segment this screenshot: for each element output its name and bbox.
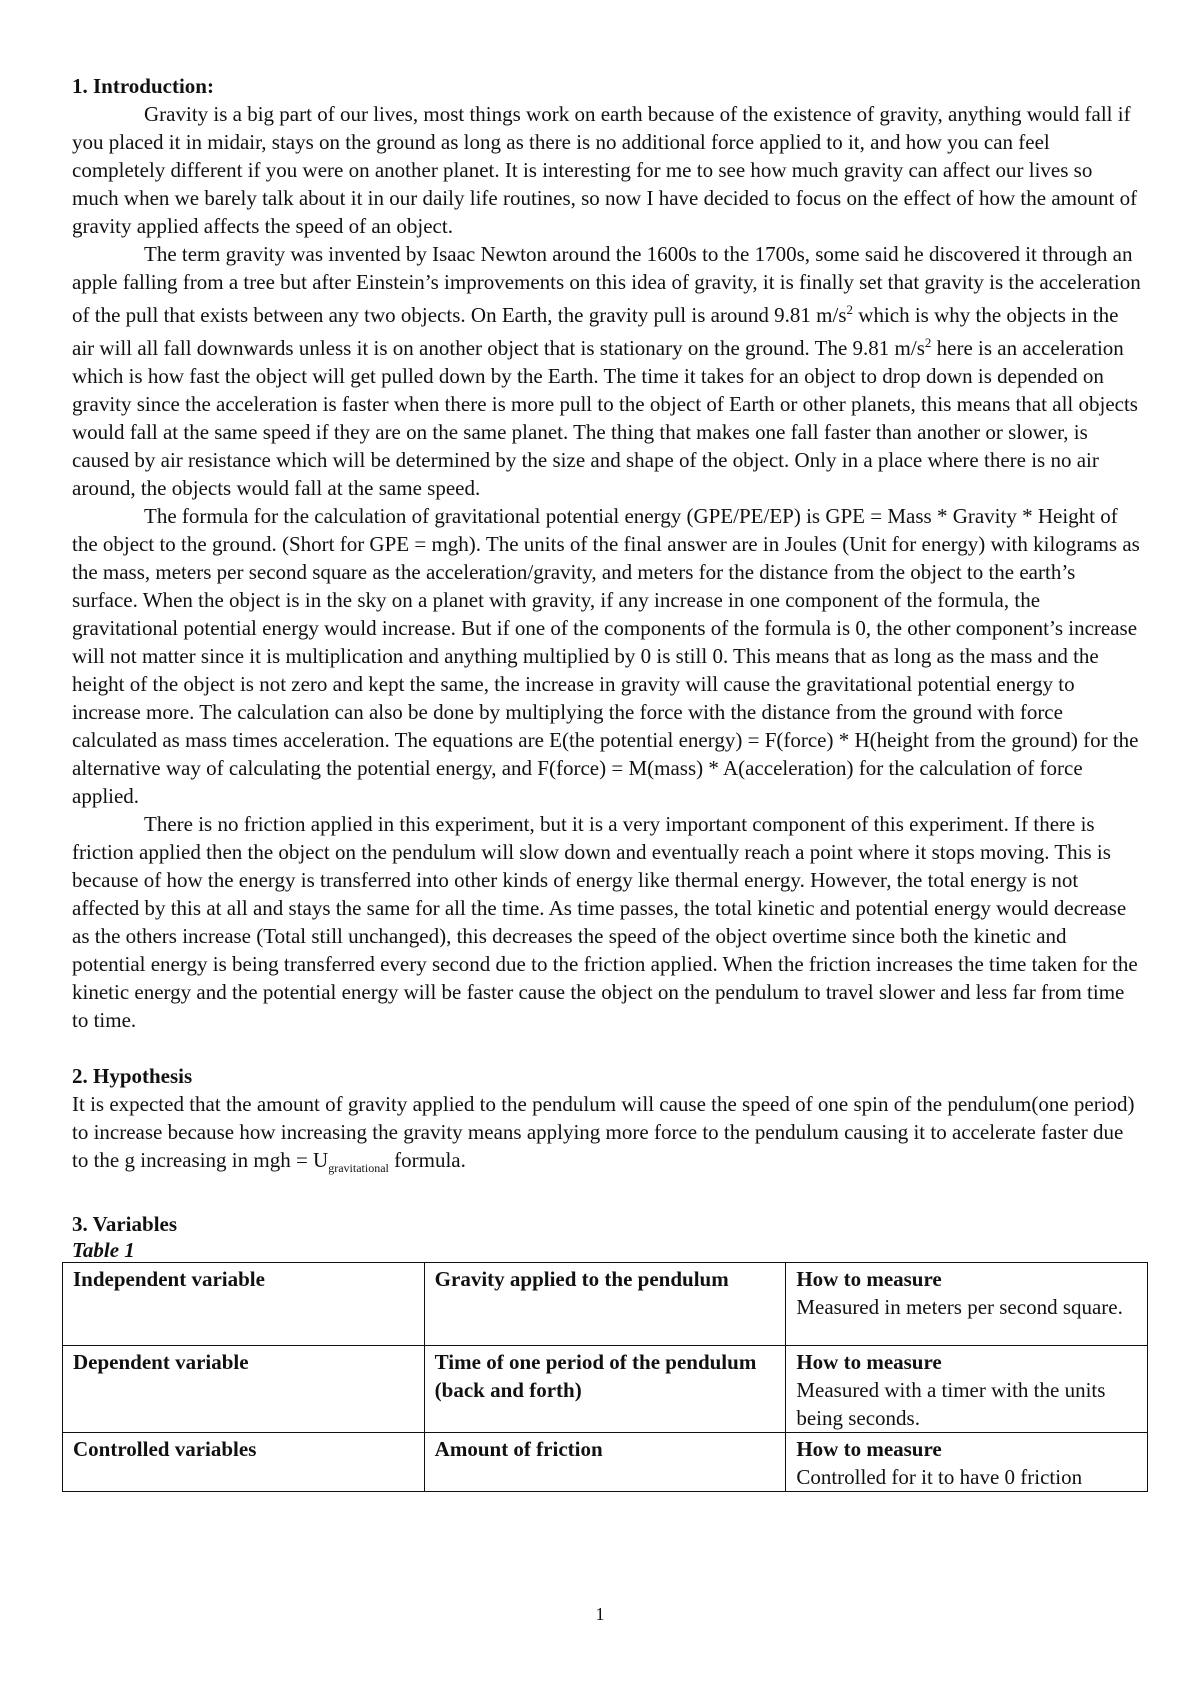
variable-label-cell: Independent variable [63,1263,425,1346]
measure-text: Measured with a timer with the units being seconds. [796,1378,1106,1431]
introduction-heading: 1. Introduction: [72,74,214,98]
variable-value-cell: Amount of friction [424,1433,786,1492]
intro-p2-text-c: here is an acceleration which is how fast the object will get pulled down by the Earth. The time it takes for an object to drop down is depended on gravity since the acceleration is faster when there is more pull to the object of Earth or other planets, this means that all objects would fall at the same speed if they are on the same planet. The thing that makes one fall faster than another or slower, is caused by air resistance which will be determined by the size and shape of the object. Only in a place where there is no air around, the objects would fall at the same speed. [72,336,1138,500]
hypothesis-text [72,1090,1144,1182]
variable-label-cell: Controlled variables [63,1433,425,1492]
page-number: 1 [595,1604,605,1624]
variables-table [62,1262,1148,1492]
intro-paragraph-1: Gravity is a big part of our lives, most things work on earth because of the existence of gravity, anything would fall if you placed it in midair, stays on the ground as long as there is no additional force applied to it, and how you can feel completely different if you were on another planet. It is interesting for me to see how much gravity can affect our lives so much when we barely talk about it in our daily life routines, so now I have decided to focus on the effect of how the amount of gravity applied affects the speed of an object. [72,102,1138,238]
variables-heading: 3. Variables [72,1212,178,1237]
measure-text: Controlled for it to have 0 friction [796,1465,1083,1490]
superscript-2: 2 [924,335,932,350]
measure-title: How to measure [796,1437,942,1462]
hypothesis-text-b: formula. [388,1148,466,1172]
variable-value-cell: Time of one period of the pendulum (back and forth) [424,1346,786,1433]
variable-label-cell: Dependent variable [63,1346,425,1433]
measure-cell [786,1263,1148,1346]
table-caption: Table 1 [72,1238,135,1263]
table-row [63,1346,1148,1433]
measure-cell [786,1346,1148,1433]
spacer [72,1182,1144,1210]
measure-cell [786,1433,1148,1492]
measure-text: Measured in meters per second square. [796,1295,1123,1320]
measure-title: How to measure [796,1350,942,1375]
intro-p2-text-a: The term gravity was invented by Isaac Newton around the 1600s to the 1700s, some said he discovered it through an apple falling from a tree but after Einstein’s improvements on this idea of gravity, it is finally set that gravity is the acceleration of the pull that exists between any two objects. On Earth, the gravity pull is around 9.81 m/s [72,242,1141,327]
hypothesis-text-a: It is expected that the amount of gravity applied to the pendulum will cause the speed of one spin of the pendulum(one period) to increase because how increasing the gravity means applying more force to the pendulum causing it to accelerate faster due to the g increasing in mgh = U [72,1092,1135,1172]
hypothesis-heading: 2. Hypothesis [72,1064,193,1088]
spacer [72,1034,1144,1062]
table-row [63,1433,1148,1492]
intro-p2-text-b: which is why the objects in the air will all fall downwards unless it is on another object that is stationary on the ground. The 9.81 m/s [72,303,1119,360]
variable-value-cell: Gravity applied to the pendulum [424,1263,786,1346]
intro-paragraph-3: The formula for the calculation of gravitational potential energy (GPE/PE/EP) is GPE = Mass * Gravity * Height of the object to the ground. (Short for GPE = mgh). The units of the final answer are in Joules (Unit for energy) with kilograms as the mass, meters per second square as the acceleration/gravity, and meters for the distance from the object to the earth’s surface. When the object is in the sky on a planet with gravity, if any increase in one component of the formula, the gravitational potential energy would increase. But if one of the components of the formula is 0, the other component’s increase will not matter since it is multiplication and anything multiplied by 0 is still 0. This means that as long as the mass and the height of the object is not zero and kept the same, the increase in gravity will cause the gravitational potential energy to increase more. The calculation can also be done by multiplying the force with the distance from the ground with force calculated as mass times acceleration. The equations are E(the potential energy) = F(force) * H(height from the ground) for the alternative way of calculating the potential energy, and F(force) = M(mass) * A(acceleration) for the calculation of force applied. [72,504,1140,808]
table-row [63,1263,1148,1346]
gravitational-subscript: gravitational [328,1161,389,1176]
document-page [72,72,1144,1492]
superscript-2: 2 [846,302,854,317]
intro-paragraph-2 [72,240,1144,502]
intro-paragraph-4: There is no friction applied in this experiment, but it is a very important component of this experiment. If there is friction applied then the object on the pendulum will slow down and eventually reach a point where it stops moving. This is because of how the energy is transferred into other kinds of energy like thermal energy. However, the total energy is not affected by this at all and stays the same for all the time. As time passes, the total kinetic and potential energy would decrease as the others increase (Total still unchanged), this decreases the speed of the object overtime since both the kinetic and potential energy is being transferred every second due to the friction applied. When the friction increases the time taken for the kinetic energy and the potential energy will be faster cause the object on the pendulum to travel slower and less far from time to time. [72,812,1138,1032]
measure-title: How to measure [796,1267,942,1292]
